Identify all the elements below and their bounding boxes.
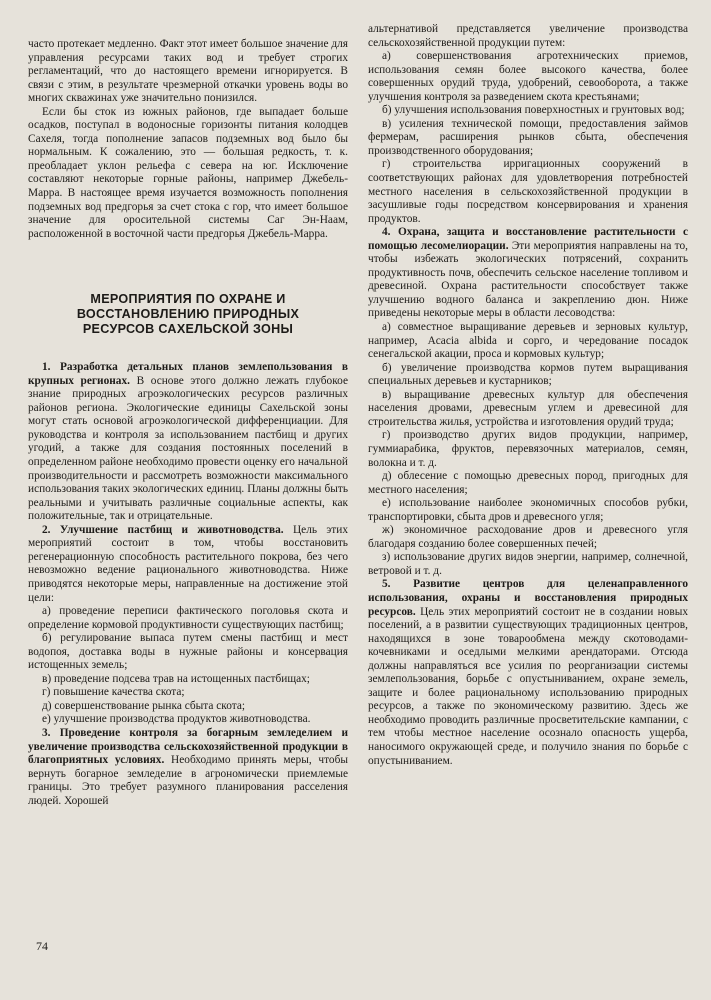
section-4-item-f: е) использование наиболее экономичных способов рубки, транспортировки, сбыта дров и древесного угля; xyxy=(368,497,688,523)
left-column xyxy=(28,38,348,808)
section-2-item-c: в) проведение подсева трав на истощенных пастбищах; xyxy=(42,672,310,685)
section-2-item-b: б) регулирование выпаса путем смены пастбищ и мест водопоя, доставка воды в нужные районы и консервация истощенных земель; xyxy=(28,632,348,672)
section-5-paragraph xyxy=(368,578,688,768)
section-2-item-f: е) улучшение производства продуктов животноводства. xyxy=(42,713,311,726)
page-number: 74 xyxy=(36,939,48,953)
intro-paragraph-1: часто протекает медленно. Факт этот имеет большое значение для управления ресурсами таких вод и требует строгих регламентаций, что до настоящего времени игнорируется. В связи с этим, в результате чрезмерной откачки уровень воды во многих скважинах уже значительно понизился. xyxy=(28,38,348,105)
section-2-item-a: а) проведение переписи фактического поголовья скота и определение кормовой продуктивности существующих пастбищ; xyxy=(28,605,348,631)
section-2-title: 2. Улучшение пастбищ и животноводства. xyxy=(42,523,284,536)
intro-paragraph-2: Если бы сток из южных районов, где выпадает больше осадков, поступал в водоносные горизонты питания колодцев Сахеля, тогда пополнение запасов подземных вод было бы нормальным. К сожалению, это — большая редкость, т. к. преобладает уклон рельефа с севера на юг. Исключение составляют некоторые горные районы, например Джебель-Марра. В настоящее время изучается возможность пополнения подземных вод предгорья за счет стока с гор, что имеет большое значение для оросительной системы Саг Эн-Наам, расположенной в восточной части предгорья Джебель-Марра. xyxy=(28,105,348,240)
section-5-title: 5. Развитие центров для целенаправленного использования, охраны и восстановления природных ресурсов. xyxy=(368,578,688,618)
section-3-continuation: альтернативой представляется увеличение производства сельскохозяйственной продукции путем: xyxy=(368,23,688,49)
section-2-text: Цель этих мероприятий состоит в том, чтобы восстановить регенерационную способность растительного покрова, без чего невозможно ведение рационального животноводства. Ниже приводятся некоторые меры, направленные на достижение этой цели: xyxy=(28,523,348,604)
section-4-paragraph xyxy=(368,226,688,321)
section-4-item-a: а) совместное выращивание деревьев и зерновых культур, например, Acacia albida и сорго, и чередование посадок сенегальской акации, проса и кормовых культур; xyxy=(368,321,688,361)
right-column xyxy=(368,23,688,768)
section-4-item-h: з) использование других видов энергии, например, солнечной, ветровой и т. д. xyxy=(368,551,688,577)
section-3-text: Необходимо принять меры, чтобы вернуть богарное земледелие в агрономически приемлемые границы. Это требует разумного планирования расселения людей. Хорошей xyxy=(28,754,348,807)
section-4-item-d: г) производство других видов продукции, например, гуммиарабика, фруктов, перевязочных материалов, семян, волокна и т. д. xyxy=(368,429,688,469)
section-4-title: 4. Охрана, защита и восстановление растительности с помощью лесомелиорации. xyxy=(368,226,688,252)
section-2-paragraph xyxy=(28,524,348,605)
section-heading xyxy=(28,292,348,337)
section-4-text: Эти мероприятия направлены на то, чтобы избежать экологических потрясений, сохранить продуктивность почв, обеспечить сельское население топливом и древесиной. Охрана растительности способствует также улучшению водного баланса и закреплению дюн. Ниже приведены некоторые меры в области лесоводства: xyxy=(368,239,689,320)
section-3-item-a: а) совершенствования агротехнических приемов, использования семян более высокого качества, более совершенных орудий труда, удобрений, севооборота, а также улучшения контроля за разведением скота крестьянами; xyxy=(368,50,688,103)
section-3-item-d: г) строительства ирригационных сооружений в соответствующих районах для удовлетворения потребностей местного населения в сельскохозяйственной продукции в засушливые годы посредством консервирования и хранения продуктов. xyxy=(368,158,688,225)
heading-line-3: РЕСУРСОВ САХЕЛЬСКОЙ ЗОНЫ xyxy=(82,322,294,337)
section-4-item-e: д) облесение с помощью древесных пород, пригодных для местного населения; xyxy=(368,470,688,496)
heading-line-1: МЕРОПРИЯТИЯ ПО ОХРАНЕ И xyxy=(90,292,286,307)
section-3-item-c: в) усиления технической помощи, предоставления займов фермерам, расширения рынков сбыта, обеспечения производственного оборудования; xyxy=(368,117,688,157)
section-4-item-g: ж) экономичное расходование дров и древесного угля благодаря созданию более совершенных печей; xyxy=(368,524,688,550)
section-4-item-b: б) увеличение производства кормов путем выращивания специальных деревьев и кустарников; xyxy=(368,361,688,388)
section-1-paragraph xyxy=(28,361,348,524)
section-1-text: В основе этого должно лежать глубокое знание природных агроэкологических ресурсов различных районов региона. Экологические единицы Сахельской зоны могут стать основой агроэкологической дифференциации. Для руководства и контроля за использованием пастбищ и других угодий, а также для создания постоянных поселений в определенном районе необходимо провести оценку его начальной производительности и рассмотреть возможности максимального использования таких экологических единиц. Планы должны быть реальными и учитывать различные социальные аспекты, как положительные, так и отрицательные. xyxy=(28,374,348,523)
heading-line-2: ВОССТАНОВЛЕНИЮ ПРИРОДНЫХ xyxy=(76,307,300,322)
section-5-text: Цель этих мероприятий состоит не в создании новых поселений, а в развитии существующих традиционных центров, находящихся в зоне товарообмена между скотоводами-кочевниками и оседлыми мелкими арендаторами. Отсюда должны направляться все усилия по реорганизации системы землепользования, борьбе с опустыниванием, охране земель, защите и более рациональному использованию природных ресурсов, а также по экономическому развитию. Здесь же необходимо проводить различные просветительские кампании, с тем чтобы местное население осознало опасность ущерба, наносимого окружающей среде, и получило знания по борьбе с опустыниванием. xyxy=(368,605,688,767)
section-3-item-b: б) улучшения использования поверхностных и грунтовых вод; xyxy=(382,104,685,117)
section-2-item-e: д) совершенствование рынка сбыта скота; xyxy=(42,699,246,712)
section-1-title: 1. Разработка детальных планов землепользования в крупных регионах. xyxy=(28,361,348,387)
section-4-item-c: в) выращивание древесных культур для обеспечения населения дровами, древесным углем и древесиной для строительства жилья, устройства и изготовления орудий труда; xyxy=(368,388,688,428)
section-2-item-d: г) повышение качества скота; xyxy=(42,686,185,699)
section-3-title: 3. Проведение контроля за богарным земледелием и увеличение производства сельскохозяйственной продукции в благоприятных условиях. xyxy=(28,726,348,767)
section-3-paragraph xyxy=(28,727,348,808)
